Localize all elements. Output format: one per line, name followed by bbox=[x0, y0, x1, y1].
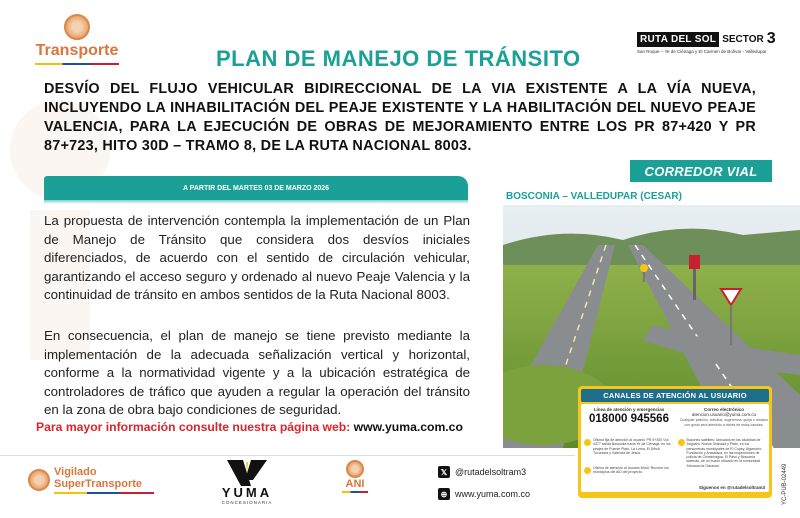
footer-divider bbox=[0, 455, 575, 456]
yuma-logo bbox=[198, 460, 296, 505]
office-satellite bbox=[678, 438, 769, 468]
follow-us[interactable]: Síguenos en @rutadelsoltram3 bbox=[698, 485, 765, 490]
more-info-line bbox=[36, 420, 463, 434]
phone-number[interactable]: 018000 945566 bbox=[589, 413, 669, 425]
office-mobile-text: Oficina de atención al Usuario Móvil: Recorre los municipios del AID del proyecto. bbox=[593, 466, 669, 475]
yuma-sub: CONCESIONARIA bbox=[221, 500, 273, 505]
date-banner-shadow bbox=[44, 200, 468, 204]
social-x-handle: @rutadelsoltram3 bbox=[455, 467, 527, 477]
email-label: Correo electrónico bbox=[703, 407, 744, 412]
ani-text: ANI bbox=[345, 478, 365, 490]
coat-of-arms-icon bbox=[346, 460, 364, 478]
ruta-logo-sector: SECTOR bbox=[722, 33, 764, 45]
website-link[interactable]: www.yuma.com.co bbox=[353, 420, 463, 434]
email-block bbox=[679, 407, 769, 427]
email-note: Cualquier petición, solicitud, sugerencia, queja o reclamo con gusto será atendido a través de estos canales. bbox=[679, 418, 769, 427]
paragraph-consequence: En consecuencia, el plan de manejo se tiene previsto mediante la implementación de la adecuada señalización vertical y horizontal, conforme a la normatividad vigente y a la ubicación estratégica de controladores de tráfico que ayuden a regular la operación del tránsito en la zona de obra bajo condiciones de seguridad. bbox=[44, 328, 470, 418]
vigilado-text: Vigilado bbox=[54, 466, 97, 478]
ruta-logo-box: RUTA DEL SOL bbox=[637, 32, 719, 47]
flag-stripe bbox=[35, 63, 119, 65]
route-label: BOSCONIA – VALLEDUPAR (CESAR) bbox=[506, 191, 682, 202]
x-icon: 𝕏 bbox=[438, 466, 450, 478]
phone-block bbox=[584, 407, 674, 425]
office-satellite-text: Buzones satélites: Ubicados en las alcaldías de Ariguaní, Nueva Granada y Plato, en los personerías municipales de El Copey, Algarrobo, Fundación y Aracataca, en las inspecciones de policía de Chimichagua, El Paso y Bosconia además, de un buzón ubicado en la comunidad Arhuaca de Garacarí. bbox=[686, 438, 763, 468]
mailbox-icon bbox=[678, 439, 685, 446]
date-banner-text: A PARTIR DEL MARTES 03 DE MARZO 2026 bbox=[182, 184, 330, 192]
email-address[interactable]: atencion.usuario@yuma.com.co bbox=[691, 412, 757, 417]
social-web[interactable] bbox=[438, 488, 530, 500]
office-mobile bbox=[584, 466, 675, 488]
corredor-vial-label: CORREDOR VIAL bbox=[644, 163, 758, 179]
ruta-del-sol-logo bbox=[637, 30, 789, 54]
offices-row bbox=[584, 438, 768, 468]
office-fixed-text: Oficina fija de atención al usuario: PR 5+300 Vía 4377 salida Bosconia hacia Ye de Ciénaga, en los peajes de Puente Plato, La Loma, El Difícil, Tucurinca y Valencia de Jesús. bbox=[593, 438, 671, 455]
date-banner bbox=[44, 176, 468, 200]
channels-title: CANALES DE ATENCIÓN AL USUARIO bbox=[581, 389, 769, 402]
page-title: PLAN DE MANEJO DE TRÁNSITO bbox=[216, 46, 581, 71]
more-info-text: Para mayor información consulte nuestra página web: bbox=[36, 420, 351, 434]
publication-code: YC-PUB-02449 bbox=[782, 463, 788, 505]
social-web-url: www.yuma.com.co bbox=[455, 489, 531, 499]
headline: DESVÍO DEL FLUJO VEHICULAR BIDIRECCIONAL DE LA VIA EXISTENTE A LA VÍA NUEVA, INCLUYENDO LA INHABILITACIÓN DEL PEAJE EXISTENTE Y LA HABILITACIÓN DEL NUEVO PEAJE VALENCIA, PARA LA EJECUCIÓN DE OBRAS DE MEJORAMIENTO ENTRE LOS PR 87+420 Y PR 87+723, HITO 30D – TRAMO 8, DE LA RUTA NACIONAL 8003. bbox=[44, 81, 756, 154]
transporte-logo-text: Transporte bbox=[35, 42, 119, 59]
phone-label: Línea de atención y emergencias bbox=[593, 407, 665, 412]
paragraph-intro: La propuesta de intervención contempla la implementación de un Plan de Manejo de Tránsito que considera dos desvíos iniciales diferenciados, de acuerdo con el sentido de circulación vehicular, garantizando el acceso seguro y ordenado al nuevo Peaje Valencia y la continuidad de tránsito en ambos sentidos de la Ruta Nacional 8003. bbox=[44, 213, 470, 303]
office-icon bbox=[584, 439, 591, 446]
supertransporte-logo bbox=[28, 466, 154, 494]
flag-stripe bbox=[342, 491, 368, 493]
yuma-road-icon bbox=[217, 460, 277, 486]
channels-body bbox=[581, 404, 769, 492]
coat-of-arms-icon bbox=[28, 469, 50, 491]
corredor-vial-badge bbox=[630, 160, 772, 182]
transporte-logo bbox=[22, 14, 132, 65]
coat-of-arms-icon bbox=[64, 14, 90, 40]
channels-card bbox=[578, 386, 772, 498]
ruta-logo-subtitle: San Roque – Ye de Ciénaga y El Carmen de Bolívar - Valledupar bbox=[637, 49, 767, 54]
globe-icon: ⊕ bbox=[438, 488, 450, 500]
flag-stripe bbox=[54, 492, 154, 494]
ruta-logo-number: 3 bbox=[766, 30, 776, 47]
yuma-name: YUMA bbox=[221, 485, 273, 500]
bus-icon bbox=[584, 467, 591, 474]
office-fixed bbox=[584, 438, 675, 460]
social-x[interactable] bbox=[438, 466, 526, 478]
supertransporte-text: SuperTransporte bbox=[54, 478, 143, 490]
ani-logo bbox=[340, 460, 370, 493]
